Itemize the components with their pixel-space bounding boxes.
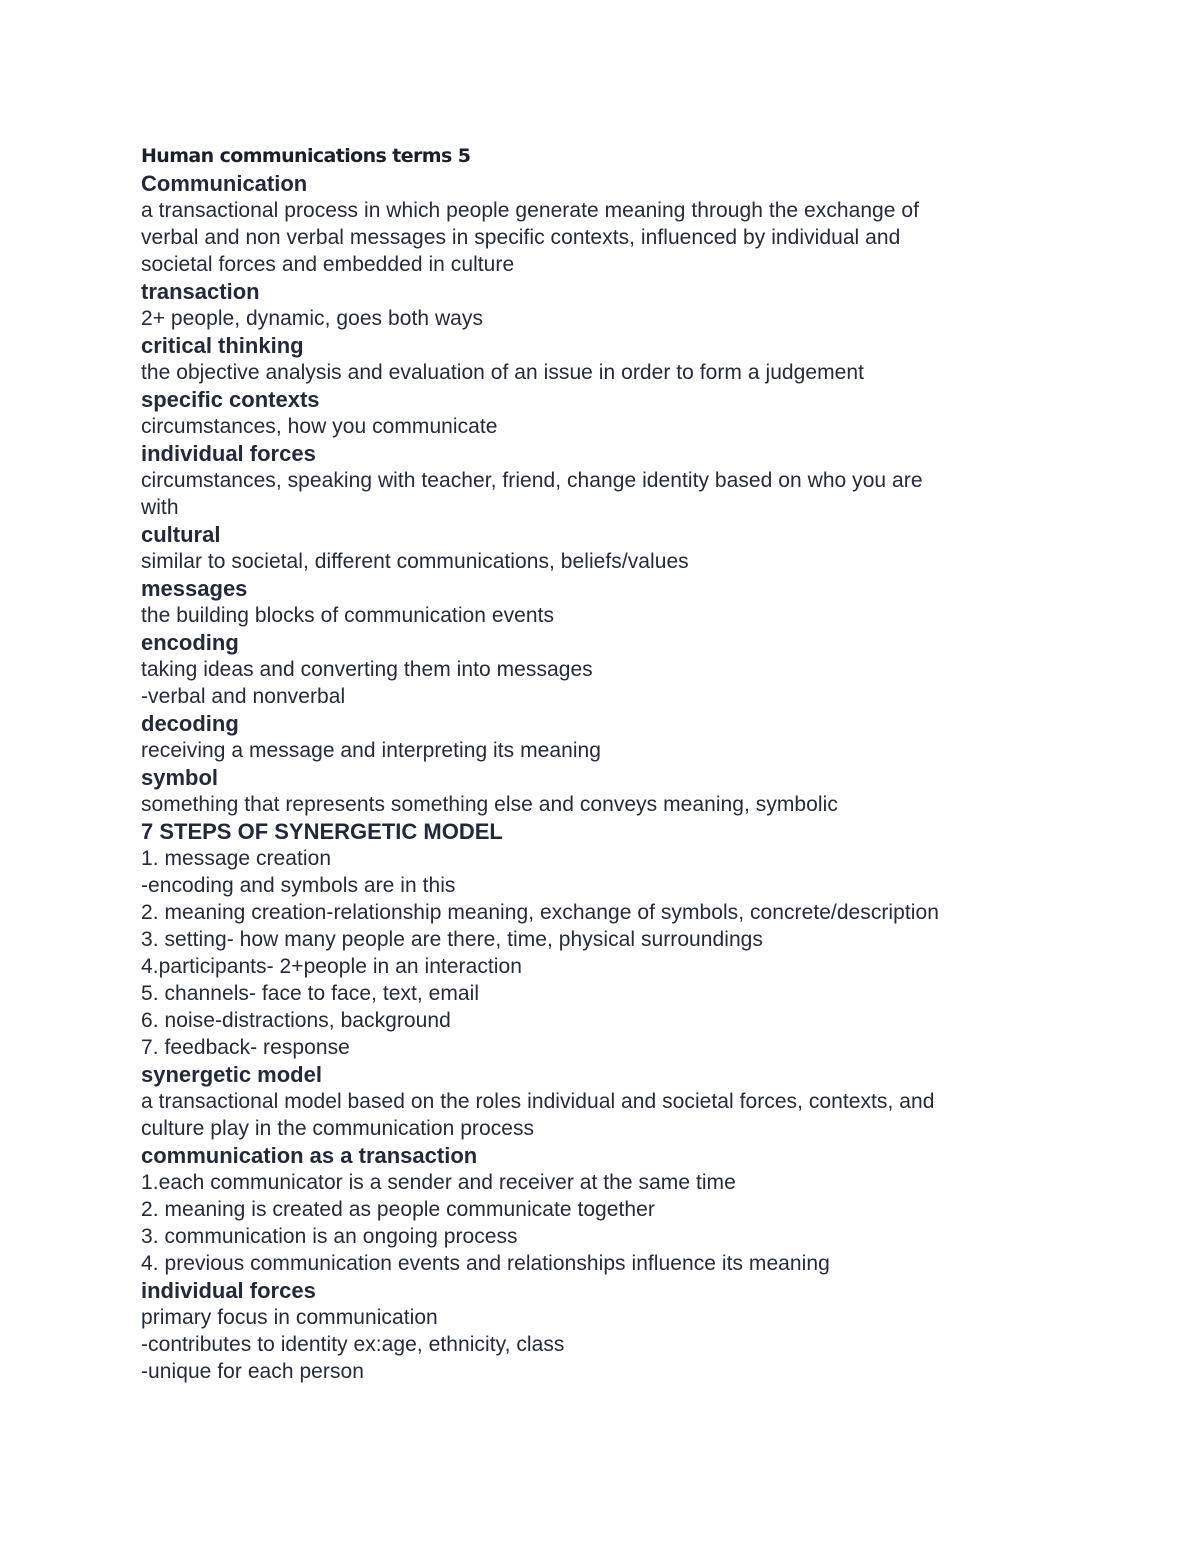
definition-line: -contributes to identity ex:age, ethnicity, class [141,1333,565,1356]
term-heading: 7 STEPS OF SYNERGETIC MODEL [141,819,503,844]
definition-line: 4.participants- 2+people in an interaction [141,955,522,978]
term-heading: Communication [141,171,308,196]
definition-line: the objective analysis and evaluation of an issue in order to form a judgement [141,361,864,384]
definition-line: something that represents something else and conveys meaning, symbolic [141,793,838,816]
definition-line: 1. message creation [141,847,332,870]
definition-line: taking ideas and converting them into messages [141,658,593,681]
definition-line: circumstances, how you communicate [141,415,498,438]
definition-line: 4. previous communication events and relationships influence its meaning [141,1252,830,1275]
definition-line: 1.each communicator is a sender and receiver at the same time [141,1171,736,1194]
definition-line: 2+ people, dynamic, goes both ways [141,307,483,330]
term-heading: communication as a transaction [141,1143,478,1168]
term-heading: encoding [141,630,239,655]
term-heading: specific contexts [141,387,320,412]
term-heading: symbol [141,765,219,790]
definition-line: 3. setting- how many people are there, time, physical surroundings [141,928,763,951]
definition-line: a transactional process in which people generate meaning through the exchange of [141,199,920,222]
definition-line: the building blocks of communication events [141,604,555,627]
term-heading: critical thinking [141,333,304,358]
term-heading: individual forces [141,441,316,466]
definition-line: a transactional model based on the roles individual and societal forces, contexts, and [141,1090,935,1113]
term-heading: synergetic model [141,1062,322,1087]
term-heading: individual forces [141,1278,316,1303]
definition-line: receiving a message and interpreting its meaning [141,739,601,762]
term-list [141,170,1071,1385]
definition-line: verbal and non verbal messages in specific contexts, influenced by individual and [141,226,901,249]
definition-line: similar to societal, different communications, beliefs/values [141,550,689,573]
definition-line: -encoding and symbols are in this [141,874,456,897]
definition-line: -verbal and nonverbal [141,685,346,708]
definition-line: 3. communication is an ongoing process [141,1225,518,1248]
term-heading: transaction [141,279,260,304]
term-heading: messages [141,576,248,601]
definition-line: circumstances, speaking with teacher, friend, change identity based on who you are [141,469,923,492]
definition-line: primary focus in communication [141,1306,438,1329]
document-title: Human communications terms 5 [141,145,471,167]
definition-line: culture play in the communication process [141,1117,535,1140]
term-heading: decoding [141,711,239,736]
term-heading: cultural [141,522,221,547]
definition-line: 7. feedback- response [141,1036,350,1059]
definition-line: 6. noise-distractions, background [141,1009,451,1032]
document-page [141,143,1071,1385]
definition-line: 5. channels- face to face, text, email [141,982,480,1005]
definition-line: -unique for each person [141,1360,364,1383]
definition-line: 2. meaning creation-relationship meaning, exchange of symbols, concrete/description [141,901,939,924]
definition-line: with [141,496,179,519]
definition-line: 2. meaning is created as people communicate together [141,1198,655,1221]
definition-line: societal forces and embedded in culture [141,253,515,276]
